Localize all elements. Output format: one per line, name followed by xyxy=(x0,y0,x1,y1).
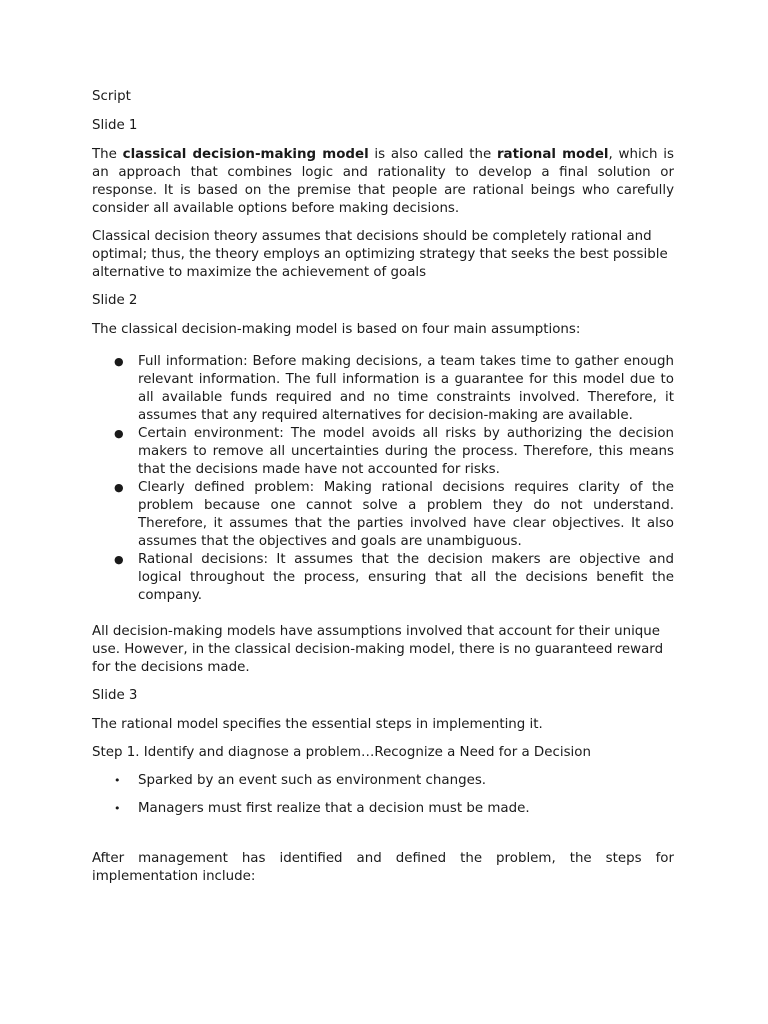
bullet-icon: • xyxy=(114,774,121,787)
text-run: , which is an approach that combines logic and rationality to develop a final solution or response. It is based on the premise that people are rational beings who carefully consider all available options before making decisions. xyxy=(92,147,674,216)
text-run: The xyxy=(92,147,123,162)
list-item-text: Clearly defined problem: Making rational decisions requires clarity of the problem because one cannot solve a problem they do not understand. Therefore, it assumes that the parties involved have clear objectives. It also assumes that the objectives and goals are unambiguous. xyxy=(138,480,674,549)
slide-2-label: Slide 2 xyxy=(92,293,138,308)
slide-3-intro: The rational model specifies the essential steps in implementing it. xyxy=(92,717,543,732)
step-1-list xyxy=(92,772,674,818)
slide-3-label: Slide 3 xyxy=(92,688,138,703)
text-run: is also called the xyxy=(368,147,497,162)
list-item-text: Full information: Before making decisions, a team takes time to gather enough relevant information. The full information is a guarantee for this model due to all available funds required and no time constraints involved. Therefore, it assumes that any required alternatives for decision-making are available. xyxy=(138,354,674,423)
list-item xyxy=(92,479,674,551)
bold-term-classical-model: classical decision-making model xyxy=(122,147,369,162)
list-item-text: Certain environment: The model avoids all risks by authorizing the decision makers to remove all uncertainties during the process. Therefore, this means that the decisions made have not accounted for risks. xyxy=(138,426,674,477)
slide-2-intro: The classical decision-making model is based on four main assumptions: xyxy=(92,322,581,337)
slide-1-paragraph-2: Classical decision theory assumes that decisions should be completely rational and optimal; thus, the theory employs an optimizing strategy that seeks the best possible alternative to maximize the achievement of goals xyxy=(92,229,668,280)
bullet-icon: ● xyxy=(114,355,124,368)
slide-1-paragraph-1 xyxy=(92,146,674,218)
bullet-icon: ● xyxy=(114,481,124,494)
list-item-text: Sparked by an event such as environment changes. xyxy=(138,773,487,788)
document-title: Script xyxy=(92,89,131,104)
bullet-icon: • xyxy=(114,802,121,815)
bullet-icon: ● xyxy=(114,427,124,440)
list-item xyxy=(92,425,674,479)
slide-2-outro: All decision-making models have assumptions involved that account for their unique use. However, in the classical decision-making model, there is no guaranteed reward for the decisions made. xyxy=(92,624,664,675)
slide-1-label: Slide 1 xyxy=(92,118,138,133)
implementation-paragraph: After management has identified and defined the problem, the steps for implementation include: xyxy=(92,851,674,884)
list-item xyxy=(92,551,674,605)
bold-term-rational-model: rational model xyxy=(496,147,609,162)
bullet-icon: ● xyxy=(114,553,124,566)
document-page xyxy=(92,88,674,896)
list-item-text: Rational decisions: It assumes that the decision makers are objective and logical throughout the process, ensuring that all the decisions benefit the company. xyxy=(138,552,674,603)
list-item xyxy=(92,353,674,425)
list-item xyxy=(92,772,674,790)
list-item xyxy=(92,800,674,818)
step-1-text: Step 1. Identify and diagnose a problem…Recognize a Need for a Decision xyxy=(92,745,591,760)
list-item-text: Managers must first realize that a decision must be made. xyxy=(138,801,530,816)
assumptions-list xyxy=(92,353,674,605)
